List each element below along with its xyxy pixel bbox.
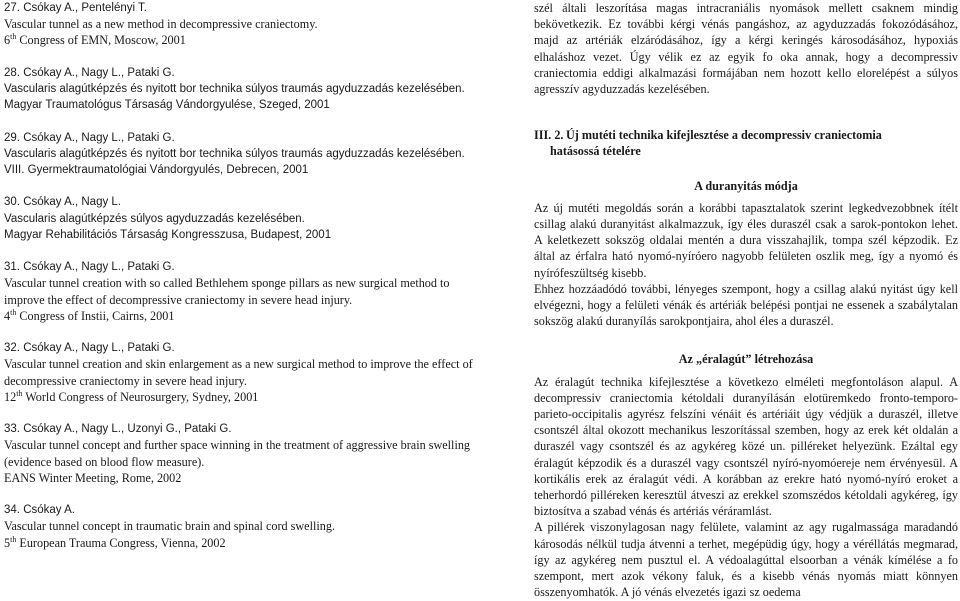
venue-ordinal: 6 [4, 33, 11, 48]
reference-number: 33. [4, 423, 20, 436]
reference-author-names: Csókay A. [23, 504, 75, 517]
intro-paragraph: szél általi leszorítása magas intracraniális nyomások mellett csaknem mindig bekövetkezik. Ez további kérgi vénás pangáshoz, az agyduzzadás fokozódásához, majd az artériák elzáródásához, így a kérgi keringés károsodásához, hypoxiás elhaláshoz vezet. Úgy vélik ez az egyik fo oka annak, hogy a decompressiv craniectomia eddigi alkalmazási formájában nem hozott kello elorelépést a súlyos agresszív agyduzzadás kezelésében. [534, 1, 958, 97]
reference-authors [4, 130, 474, 146]
reference-authors [4, 194, 474, 210]
reference-line: Vascularis alagútképzés és nyitott bor technika súlyos traumás agyduzzadás kezelésében. [4, 83, 465, 95]
venue-ordinal: 12 [4, 389, 17, 404]
reference-number: 28. [4, 66, 20, 79]
paragraph-4: A pillérek viszonylagosan nagy felülete, valamint az agy rugalmassága maradandó károsodás nélkül tudja átvenni a terhet, megépüdig úgy, hogy a véréllátás megmarad, így az agykéreg nem pusztul el. A védoalagúttal elsoorban a vénák kímélése a fo szempont, mert azok vékony faluk, és a kisebb vénás nyomás miatt könnyen összenyomhatók. A jó vénás elvezetés igazi sz oedema [534, 520, 958, 600]
paragraph-1: Az új mutéti megoldás során a korábbi tapasztalatok szerint legkedvezobbnek ítélt csillag alakú duranyitást alkalmazzuk, így éles duraszél csak a sarok-pontokon lehet. A keletkezett sokszög oldalai mentén a dura visszahajlik, tompa szél képzodik. Ez által az érfalra ható nyomó-nyíróero nagyobb felületen oszlik meg, így a nyomó és nyírófeszültség kisebb. [534, 200, 958, 280]
venue-name: Congress of EMN, Moscow, 2001 [16, 33, 186, 48]
reference-line: Vascularis alagútképzés súlyos agyduzzadás kezelésében. [4, 212, 305, 225]
reference-number: 29. [4, 131, 20, 144]
reference-item [4, 502, 474, 551]
reference-item [4, 340, 474, 405]
body-column [534, 0, 958, 601]
reference-venue [4, 389, 474, 405]
reference-line: EANS Winter Meeting, Rome, 2002 [4, 470, 182, 485]
paragraph-2: Ehhez hozzáadódó további, lényeges szempont, hogy a csillag alakú nyitást úgy kell elvégezni, hogy a felületi vénák és artériák belépési pontjai ne essenek a szabálytalan sokszög alakú duranyílás sarokpontjaira, ahol éles a duraszél. [534, 281, 958, 329]
reference-venue [4, 32, 474, 48]
venue-name: Congress of Instii, Cairns, 2001 [16, 308, 175, 323]
reference-item [4, 0, 474, 49]
venue-ordinal-suffix: th [10, 32, 17, 42]
reference-author-names: Csókay A., Nagy L., Pataki G. [23, 66, 175, 79]
reference-author-names: Csókay A., Nagy L., Pataki G. [23, 131, 175, 144]
venue-name: World Congress of Neurosurgery, Sydney, 2001 [22, 389, 259, 404]
reference-list [4, 0, 474, 567]
venue-ordinal-suffix: th [10, 307, 17, 317]
reference-author-names: Csókay A., Nagy L., Pataki G. [23, 261, 175, 274]
subheading-vascular-tunnel: Az „éralagút” létrehozása [678, 352, 814, 367]
venue-ordinal-suffix: th [10, 534, 17, 544]
reference-authors [4, 421, 474, 437]
reference-line: Vascular tunnel creation with so called Bethlehem sponge pillars as new surgical method to improve the effect of decompressive craniectomy in severe head injury. [4, 276, 450, 307]
reference-authors [4, 340, 474, 356]
reference-author-names: Csókay A., Pentelényi T. [23, 2, 148, 14]
reference-line: VIII. Gyermektraumatológiai Vándorgyulés, Debrecen, 2001 [4, 164, 309, 176]
reference-item [4, 259, 474, 324]
section-title-line-2: hatásossá tételére [550, 144, 641, 159]
reference-item [4, 130, 474, 179]
reference-number: 34. [4, 504, 20, 517]
venue-ordinal: 5 [4, 535, 11, 550]
subheading-dura-opening: A duranyitás módja [694, 178, 798, 193]
reference-line: Vascular tunnel concept in traumatic brain and spinal cord swelling. [4, 519, 335, 534]
reference-item [4, 194, 474, 243]
reference-venue [4, 535, 474, 551]
reference-number: 31. [4, 261, 20, 274]
reference-line: Vascular tunnel creation and skin enlargement as a new surgical method to improve the effect of decompressive craniectomy in severe head injury. [4, 357, 473, 388]
reference-line: Vascular tunnel concept and further space winning in the treatment of aggressive brain swelling (evidence based on blood flow measure). [4, 438, 471, 469]
reference-item [4, 421, 474, 486]
venue-ordinal-suffix: th [16, 388, 23, 398]
reference-number: 32. [4, 342, 20, 355]
reference-number: 27. [4, 2, 20, 14]
reference-authors [4, 0, 474, 16]
paragraph-3: Az éralagút technika kifejlesztése a következo elméleti megfontoláson alapul. A decompressiv craniectomia kétoldali duranyílásán elotüremkedo fronto-temporo-parieto-occipitalis agyrész felszíni vénáit és artériáit úgy védjük a duraszél, illetve csontszél által okozott mechanikus leszorítással szemben, hogy az erek két oldalán a duraszél vagy csontszél és az agykéreg közé un. pilléreket helyezünk. Ezáltal egy éralagút képzodik és a duraszél vagy csontszél nyíró-nyomóereje nem érvényesül. A kortikális erek az éralagút védi. A korábban az erekre ható nyomó-nyíró eroket a teherhordó pilléreken keresztül átveszi az erekkel szomszédos kétoldali agykéreg, így biztosítva a szabad vénás és artériás véráramlást. [534, 374, 958, 519]
reference-line: Vascular tunnel as a new method in decompressive craniectomy. [4, 17, 318, 32]
section-title-line-1: Új mutéti technika kifejlesztése a decompressiv craniectomia [566, 128, 882, 143]
reference-authors [4, 65, 474, 81]
reference-authors [4, 259, 474, 275]
reference-line: Vascularis alagútképzés és nyitott bor technika súlyos traumás agyduzzadás kezelésében. [4, 147, 465, 160]
venue-name: European Trauma Congress, Vienna, 2002 [16, 535, 226, 550]
reference-line: Magyar Rehabilitációs Társaság Kongresszusa, Budapest, 2001 [4, 228, 332, 241]
reference-author-names: Csókay A., Nagy L., Uzonyi G., Pataki G. [23, 423, 232, 436]
reference-line: Magyar Traumatológus Társaság Vándorgyulése, Szeged, 2001 [4, 99, 330, 112]
reference-venue [4, 308, 474, 324]
reference-number: 30. [4, 196, 20, 209]
section-title [534, 127, 958, 159]
venue-ordinal: 4 [4, 308, 11, 323]
section-number: III. 2. [534, 128, 564, 143]
reference-author-names: Csókay A., Nagy L. [23, 196, 121, 209]
reference-item [4, 65, 474, 114]
reference-author-names: Csókay A., Nagy L., Pataki G. [23, 342, 175, 355]
reference-authors [4, 502, 474, 518]
